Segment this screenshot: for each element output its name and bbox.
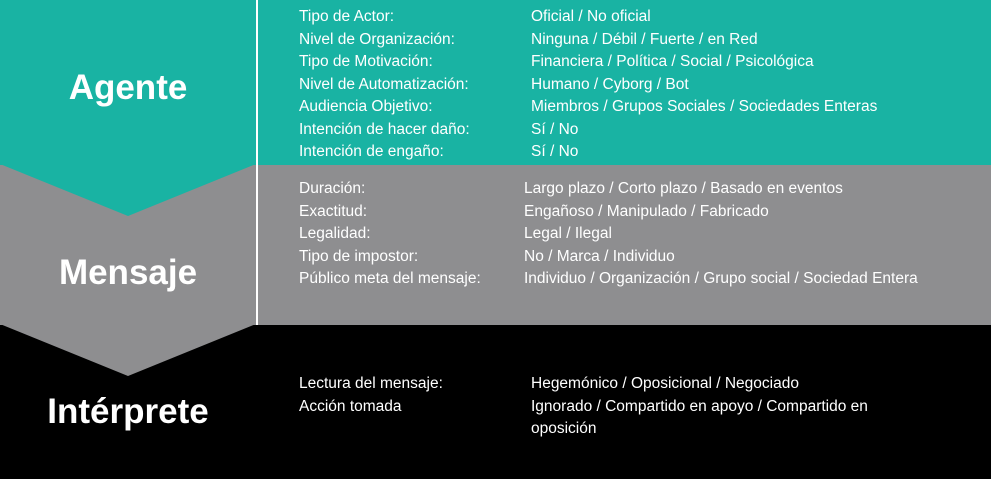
attribute-key: Exactitud: — [299, 202, 368, 220]
attribute-value: Oficial / No oficial — [531, 8, 651, 25]
attribute-key: Audiencia Objetivo: — [299, 98, 433, 115]
attribute-row — [299, 396, 931, 441]
attribute-value: Miembros / Grupos Sociales / Sociedades Enteras — [531, 98, 878, 115]
attribute-row — [299, 178, 918, 201]
attribute-value: Sí / No — [531, 120, 579, 138]
attribute-key: Duración: — [299, 180, 366, 197]
attribute-key: Tipo de Actor: — [299, 8, 395, 25]
attribute-value: Engañoso / Manipulado / Fabricado — [524, 202, 769, 220]
attribute-value: Legal / Ilegal — [524, 225, 612, 242]
attribute-row — [299, 74, 877, 97]
attribute-row — [299, 223, 918, 246]
attribute-value: Ignorado / Compartido en apoyo / Compartido en oposición — [531, 397, 868, 437]
interprete-attributes — [299, 373, 931, 441]
attribute-key: Acción tomada — [299, 397, 402, 415]
attribute-key: Tipo de impostor: — [299, 247, 419, 265]
attribute-row — [299, 246, 918, 269]
mensaje-label: Mensaje — [58, 253, 198, 292]
attribute-key: Lectura del mensaje: — [299, 375, 443, 392]
interprete-label: Intérprete — [47, 392, 209, 431]
agente-chevron — [0, 164, 256, 216]
attribute-value: Hegemónico / Oposicional / Negociado — [531, 375, 799, 392]
attribute-value: Individuo / Organización / Grupo social / Sociedad Entera — [524, 270, 918, 287]
attribute-key: Público meta del mensaje: — [299, 270, 481, 287]
attribute-row — [299, 373, 931, 396]
attribute-row — [299, 96, 877, 119]
attribute-row — [299, 6, 877, 29]
attribute-key: Nivel de Organización: — [299, 30, 455, 48]
agente-separator — [256, 0, 258, 165]
attribute-row — [299, 119, 877, 142]
attribute-value: Humano / Cyborg / Bot — [531, 75, 689, 93]
mensaje-separator — [256, 165, 258, 325]
attribute-key: Intención de engaño: — [299, 143, 444, 160]
attribute-value: Financiera / Política / Social / Psicológica — [531, 53, 814, 70]
mensaje-chevron — [0, 324, 256, 376]
attribute-key: Tipo de Motivación: — [299, 53, 433, 70]
attribute-row — [299, 201, 918, 224]
attribute-key: Nivel de Automatización: — [299, 75, 469, 93]
attribute-row — [299, 141, 877, 164]
attribute-row — [299, 51, 877, 74]
agente-label: Agente — [68, 68, 188, 107]
mensaje-attributes — [299, 178, 918, 291]
attribute-value: Ninguna / Débil / Fuerte / en Red — [531, 30, 758, 48]
agente-attributes — [299, 6, 877, 164]
attribute-row — [299, 268, 918, 291]
attribute-row — [299, 29, 877, 52]
attribute-value: Largo plazo / Corto plazo / Basado en eventos — [524, 180, 843, 197]
attribute-key: Legalidad: — [299, 225, 371, 242]
attribute-key: Intención de hacer daño: — [299, 120, 470, 138]
attribute-value: Sí / No — [531, 143, 579, 160]
attribute-value: No / Marca / Individuo — [524, 247, 675, 265]
